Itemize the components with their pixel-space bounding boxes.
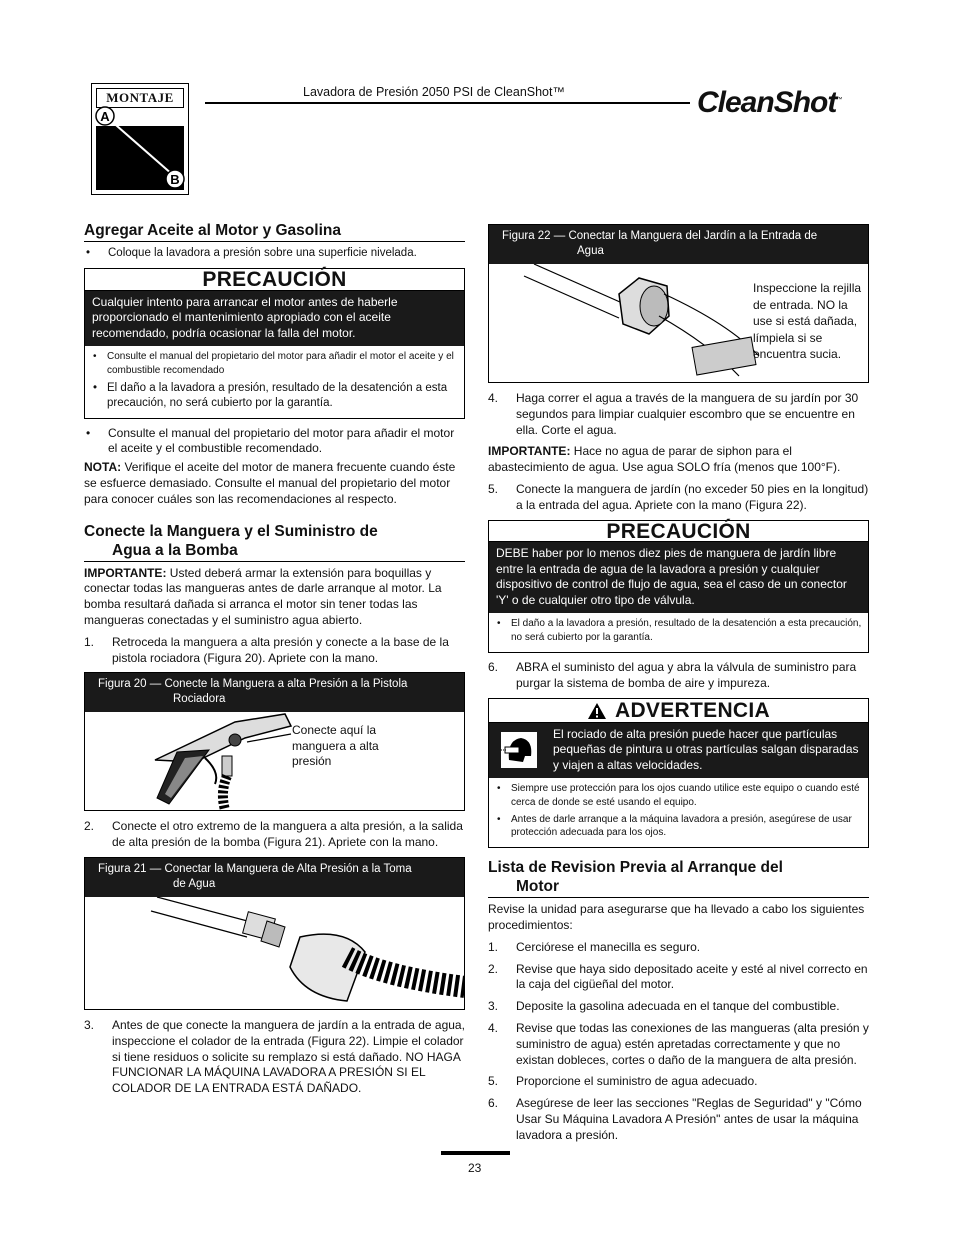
caution-box-1 — [84, 268, 465, 419]
caution-list — [85, 346, 464, 418]
title-line: Motor — [516, 878, 560, 896]
step-text: Antes de que conecte la manguera de jardín a la entrada de agua, inspeccione el colador de la entrada (Figura 22). Limpie el colador si tiene residuos o solicite su remplazo si está dañado. NO HAGA FUNCIONAR LA MÁQUINA LAVADORA A PRESIÓN SI EL COLADOR DE LA ENTRADA ESTÁ DAÑADO. — [112, 1018, 465, 1096]
step-1 — [84, 635, 465, 667]
caution-title: PRECAUCIÓN — [489, 521, 868, 543]
section-title-revision — [488, 858, 869, 898]
checklist-item — [488, 940, 869, 956]
warning-body: El rociado de alta presión puede hacer que partículas pequeñas de pintura u otras partículas salgan disparadas y viajen a altas velocidades. — [553, 726, 859, 772]
nota-text: Verifique el aceite del motor de manera frecuente cuando éste se esfuerce demasiado. Consulte el manual del propietario del motor para conocer cuáles son las recomendaciones al respecto. — [84, 460, 456, 506]
bullet-text: Consulte el manual del propietario del motor para añadir el motor el aceite y el combustible recomendado. — [108, 425, 455, 456]
list-item — [495, 813, 862, 841]
figure-caption — [85, 673, 464, 712]
section-title-aceite: Agregar Aceite al Motor y Gasolina — [84, 221, 465, 242]
bullet-text: Antes de darle arranque a la máquina lavadora a presión, asegúrese de usar protección adecuada para los ojos. — [511, 813, 852, 839]
left-column — [84, 221, 465, 1103]
badge-b: B — [170, 172, 180, 187]
step-text: Conecte el otro extremo de la manguera a alta presión, a la salida de alta presión de la bomba (Figura 21). Apriete con la mano. — [112, 819, 463, 850]
step-text: ABRA el suministo del agua y abra la válvula de suministro para purgar la sistema de bomba de aire y impureza. — [516, 659, 857, 690]
montaje-badge — [91, 83, 189, 195]
caution-list — [489, 613, 868, 652]
figure-21-image — [85, 897, 464, 1009]
step-text: Proporcione el suministro de agua adecuado. — [516, 1074, 758, 1089]
importante-label: IMPORTANTE: — [488, 444, 571, 459]
figure-21 — [84, 857, 465, 1010]
caption-line: de Agua — [173, 878, 216, 891]
montaje-label: MONTAJE — [96, 88, 184, 108]
warning-title-row — [489, 699, 868, 723]
step-text: Haga correr el agua a través de la manguera de su jardín por 30 segundos para limpiar cualquier escombro que se encuentre en ella. Corte el agua. — [516, 391, 859, 437]
bullet-text: Siempre use protección para los ojos cuando utilice este equipo o cuando esté cerca de donde se esté usando el equipo. — [511, 783, 860, 808]
step-text: Conecte la manguera de jardín (no exceder 50 pies en la longitud) a la entrada del agua. Apriete con la mano (Figura 22). — [516, 481, 869, 512]
bullet-text: Coloque la lavadora a presión sobre una superficie nivelada. — [108, 247, 417, 259]
list-item — [84, 246, 465, 262]
caption-line: Figura 22 — Conectar la Manguera del Jardín a la Entrada de — [502, 230, 818, 242]
right-column — [488, 224, 869, 1150]
step-4 — [488, 391, 869, 438]
figure-caption — [85, 858, 464, 897]
list-item — [495, 782, 862, 810]
bullet-text: El daño a la lavadora a presión, resultado de la desatención a esta precaución, no será cubierto por la garantía. — [107, 381, 448, 409]
footer-rule — [441, 1151, 510, 1155]
step-text: Asegúrese de leer las secciones "Reglas de Seguridad" y "Cómo Usar Su Máquina Lavadora A Presión" antes de usar la máquina lavadora a presión. — [516, 1096, 862, 1142]
bullet: • — [86, 247, 91, 259]
caption-line: Figura 21 — Conectar la Manguera de Alta Presión a la Toma — [98, 863, 412, 876]
importante-text: Usted deberá armar la extensión para boquillas y conectar todas las mangueras antes de darle arranque al motor. La bomba resultará dañada si arranca el motor sin tener todas las mangueras conectadas y el suministro agua abierto. — [84, 565, 442, 628]
nota-label: NOTA: — [84, 460, 122, 475]
step-number: 2. — [84, 819, 95, 834]
warning-title: ADVERTENCIA — [615, 698, 770, 722]
figure-22 — [488, 224, 869, 383]
caution-body: Cualquier intento para arrancar el motor antes de haberle proporcionado el mantenimiento apropiado con el aceite recomendado, podría ocasionar la falla del motor. — [85, 291, 464, 347]
step-5 — [488, 482, 869, 514]
step-2 — [84, 819, 465, 851]
badge-a: A — [100, 109, 110, 124]
checklist-item — [488, 999, 869, 1015]
spray-gun-illustration — [85, 712, 465, 810]
step-number: 3. — [488, 999, 499, 1014]
logo-text: CleanShot — [697, 86, 837, 119]
warning-list — [489, 778, 868, 847]
page-number: 23 — [468, 1161, 482, 1175]
figure-20-image — [85, 712, 464, 810]
step-text: Deposite la gasolina adecuada en el tanque del combustible. — [516, 999, 840, 1014]
checklist-item — [488, 1021, 869, 1068]
header-rule — [205, 102, 690, 104]
title-line: Lista de Revision Previa al Arranque del — [488, 859, 783, 877]
step-number: 5. — [488, 481, 499, 496]
figure-22-note: Inspeccione la rejilla de entrada. NO la use si está dañada, límpiela si se encuentra sucia. — [753, 281, 862, 361]
nota-paragraph — [84, 460, 465, 507]
importante-label: IMPORTANTE: — [84, 565, 167, 580]
checklist-item — [488, 962, 869, 994]
step-number: 6. — [488, 659, 499, 674]
section-title-manguera — [84, 522, 465, 562]
montaje-arrow-icon — [91, 83, 189, 195]
step-number: 1. — [84, 634, 95, 649]
warning-box — [488, 698, 869, 849]
figure-20-note: Conecte aquí la manguera a alta presión — [292, 723, 379, 769]
eye-protection-icon — [489, 723, 549, 779]
caption-line: Agua — [577, 245, 604, 257]
bullet-text: El daño a la lavadora a presión, resultado de la desatención a esta precaución, no será cubierto por la garantía. — [511, 618, 862, 644]
bullet: • — [93, 381, 98, 394]
list-item — [91, 350, 458, 378]
importante-text: Hace no agua de parar de siphon para el abastecimiento de agua. Use agua SOLO fría (menos que 100°F). — [488, 444, 841, 475]
step-3 — [84, 1018, 465, 1097]
checklist-item — [488, 1096, 869, 1143]
title-line: Conecte la Manguera y el Suministro de — [84, 522, 378, 540]
checklist-item — [488, 1074, 869, 1090]
caution-body: DEBE haber por lo menos diez pies de manguera de jardín libre entre la entrada de agua de la lavadora a presión y cualquier dispositivo de control de flujo de agua, sea el caso de un conector 'Y' o de cualquier otro tipo de válvula. — [489, 542, 868, 613]
bullet: • — [93, 351, 97, 363]
step-number: 1. — [488, 939, 499, 954]
bullet: • — [86, 425, 91, 440]
step-text: Revise que haya sido depositado aceite y esté al nivel correcto en la caja del cigüeñal del motor. — [516, 961, 868, 992]
caption-line: Rociadora — [173, 693, 226, 706]
title-line: Agua a la Bomba — [112, 541, 238, 559]
step-number: 5. — [488, 1074, 499, 1089]
logo-tm: ™ — [836, 97, 842, 103]
list-item — [91, 381, 458, 411]
step-text: Cerciórese el manecilla es seguro. — [516, 939, 701, 954]
bullet: • — [497, 813, 501, 825]
figure-caption — [489, 225, 868, 264]
step-number: 4. — [488, 391, 499, 405]
caution-box-2 — [488, 520, 869, 653]
step-number: 3. — [84, 1018, 95, 1033]
bullet-text: Consulte el manual del propietario del motor para añadir el motor el aceite y el combustible recomendado — [107, 351, 454, 376]
cleanshot-logo — [697, 86, 841, 120]
step-text: Revise que todas las conexiones de las mangueras (alta presión y suministro de agua) estén apretadas correctamente y que no existan dobleces, cortes o daño de la manguera de alta presión. — [516, 1021, 869, 1067]
step-6 — [488, 660, 869, 692]
figure-20 — [84, 672, 465, 811]
list-item — [495, 617, 862, 645]
hose-fitting-illustration — [85, 897, 465, 1009]
figure-22-image — [489, 264, 868, 382]
step-number: 4. — [488, 1021, 499, 1036]
step-number: 2. — [488, 961, 499, 976]
bullet: • — [497, 783, 501, 795]
step-number: 6. — [488, 1096, 499, 1111]
bullet: • — [497, 618, 501, 630]
header-title: Lavadora de Presión 2050 PSI de CleanShot™ — [303, 85, 565, 99]
step-text: Retroceda la manguera a alta presión y conecte a la base de la pistola rociadora (Figura 20). Apriete con la mano. — [112, 634, 449, 665]
importante-paragraph — [488, 444, 869, 476]
caution-title: PRECAUCIÓN — [85, 269, 464, 291]
warning-body-row — [489, 723, 868, 779]
caption-line: Figura 20 — Conecte la Manguera a alta Presión a la Pistola — [98, 678, 408, 691]
importante-paragraph — [84, 566, 465, 629]
list-item — [84, 426, 465, 458]
warning-triangle-icon — [587, 702, 607, 720]
revision-intro: Revise la unidad para asegurarse que ha llevado a cabo los siguientes procedimientos: — [488, 902, 865, 933]
